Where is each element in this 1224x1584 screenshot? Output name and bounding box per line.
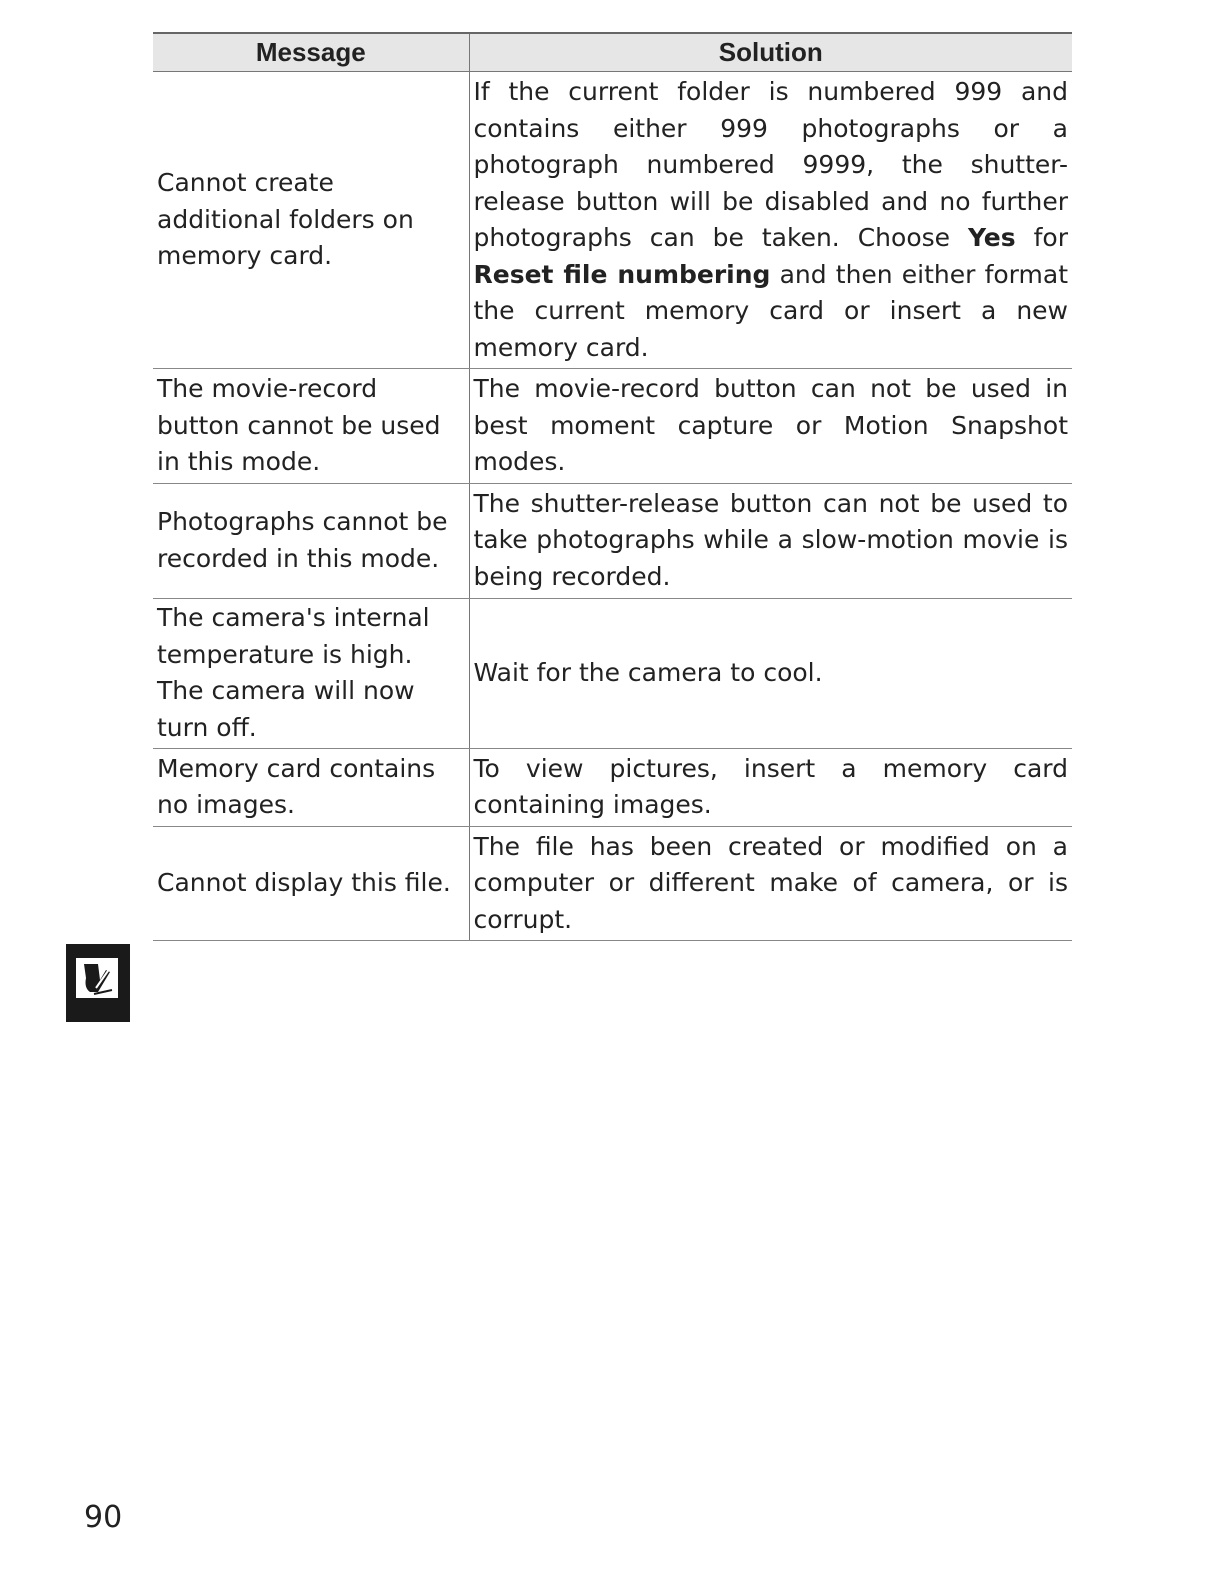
- message-cell: Memory card contains no images.: [153, 748, 469, 826]
- solution-cell: [469, 72, 1072, 369]
- message-cell: The movie-record button cannot be used in this mode.: [153, 369, 469, 484]
- solution-text: and then either format the current memory card or insert a new memory card.: [473, 259, 1068, 362]
- header-solution: Solution: [469, 33, 1072, 72]
- solution-bold-yes: Yes: [968, 223, 1016, 252]
- error-message-table: [153, 32, 1072, 941]
- table-row: [153, 826, 1072, 941]
- page-number: 90: [84, 1500, 123, 1535]
- solution-cell: The shutter-release button can not be used to take photographs while a slow-motion movie is being recorded.: [469, 483, 1072, 598]
- table-row: [153, 72, 1072, 369]
- table-row: [153, 369, 1072, 484]
- table-row: [153, 598, 1072, 748]
- message-cell: Photographs cannot be recorded in this mode.: [153, 483, 469, 598]
- table-header-row: [153, 33, 1072, 72]
- message-cell: The camera's internal temperature is high. The camera will now turn off.: [153, 598, 469, 748]
- solution-bold-reset: Reset file numbering: [473, 259, 771, 289]
- table-row: [153, 483, 1072, 598]
- solution-text: If the current folder is numbered 999 and contains either 999 photographs or a photograph numbered 9999, the shutter-release button will be disabled and no further photographs can be taken. Choose: [473, 77, 1068, 252]
- solution-text: for: [1015, 223, 1068, 252]
- solution-cell: Wait for the camera to cool.: [469, 598, 1072, 748]
- solution-cell: To view pictures, insert a memory card containing images.: [469, 748, 1072, 826]
- header-message: Message: [153, 33, 469, 72]
- solution-cell: The file has been created or modified on a computer or different make of camera, or is corrupt.: [469, 826, 1072, 941]
- message-cell: Cannot create additional folders on memory card.: [153, 72, 469, 369]
- troubleshooting-pen-icon: [66, 944, 130, 1022]
- table-row: [153, 748, 1072, 826]
- solution-cell: The movie-record button can not be used in best moment capture or Motion Snapshot modes.: [469, 369, 1072, 484]
- message-cell: Cannot display this file.: [153, 826, 469, 941]
